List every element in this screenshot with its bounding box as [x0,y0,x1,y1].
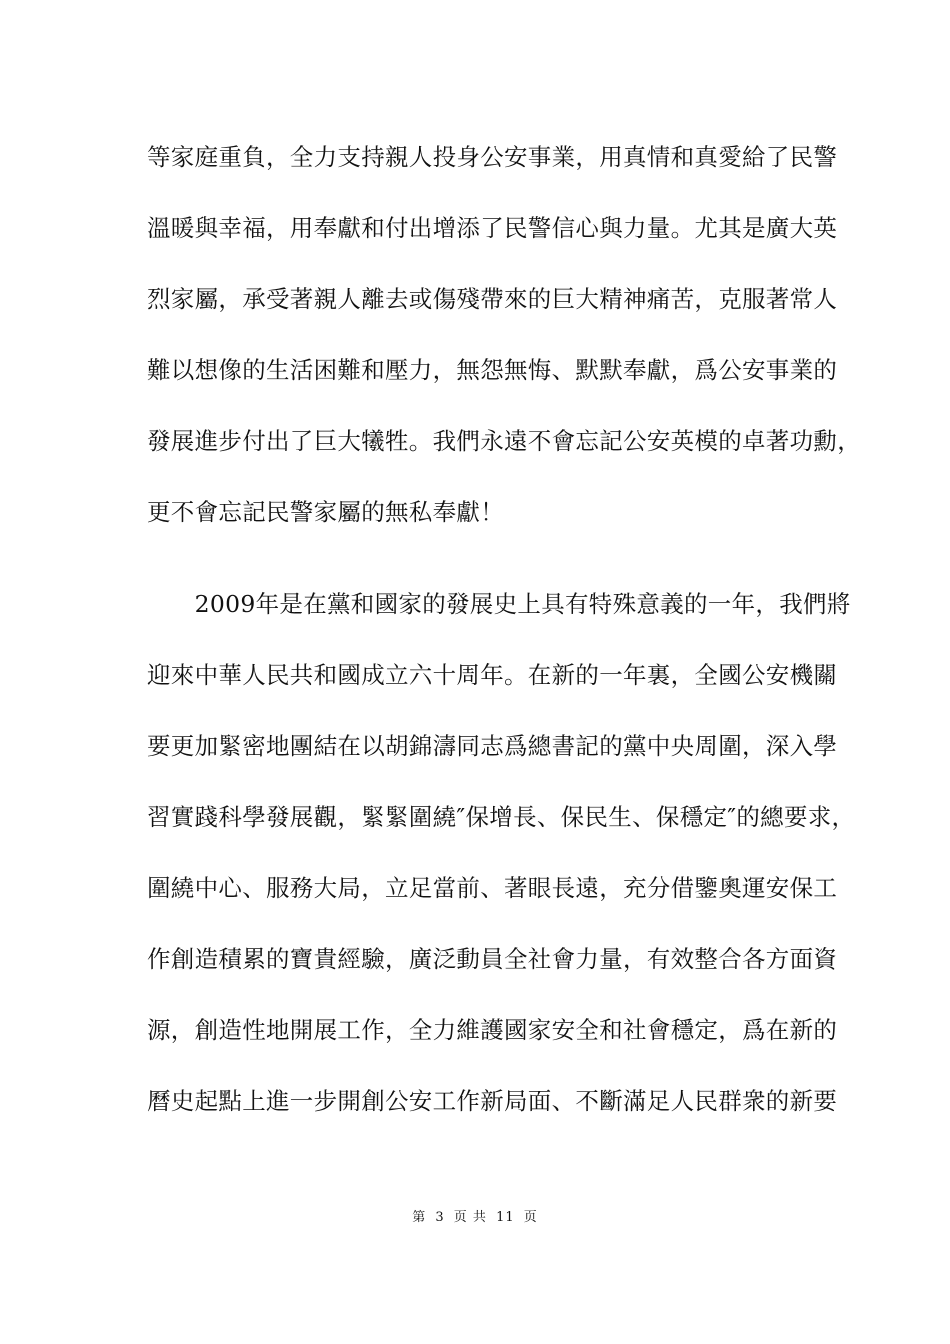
text-line: 習實踐科學發展觀，緊緊圍繞″保增長、保民生、保穩定″的總要求， [147,803,856,831]
footer-middle: 页 共 [453,1210,487,1225]
footer-total-pages: 11 [496,1210,515,1225]
page-footer [0,1209,950,1227]
footer-prefix: 第 [412,1210,427,1225]
text-line: 等家庭重負，全力支持親人投身公安事業，用真情和真愛給了民警 [147,143,838,171]
text-line: 曆史起點上進一步開創公安工作新局面、不斷滿足人民群衆的新要 [147,1087,838,1115]
text-line: 要更加緊密地團結在以胡錦濤同志爲總書記的黨中央周圍，深入學 [147,732,838,760]
text-line: 源，創造性地開展工作，全力維護國家安全和社會穩定，爲在新的 [147,1016,838,1044]
text-line: 圍繞中心、服務大局，立足當前、著眼長遠，充分借鑒奧運安保工 [147,874,838,902]
text-line: 作創造積累的寶貴經驗，廣泛動員全社會力量，有效整合各方面資 [147,945,838,973]
footer-current-page: 3 [435,1210,445,1225]
text-line: 迎來中華人民共和國成立六十周年。在新的一年裏，全國公安機關 [147,661,838,689]
text-line: 烈家屬，承受著親人離去或傷殘帶來的巨大精神痛苦，克服著常人 [147,285,838,313]
text-line: 更不會忘記民警家屬的無私奉獻！ [147,498,504,526]
text-line: 2009年是在黨和國家的發展史上具有特殊意義的一年，我們將 [147,590,851,618]
footer-suffix: 页 [523,1210,538,1225]
text-line: 難以想像的生活困難和壓力，無怨無悔、默默奉獻，爲公安事業的 [147,356,838,384]
text-line: 溫暖與幸福，用奉獻和付出增添了民警信心與力量。尤其是廣大英 [147,214,838,242]
text-line: 發展進步付出了巨大犧牲。我們永遠不會忘記公安英模的卓著功勳， [147,427,861,455]
